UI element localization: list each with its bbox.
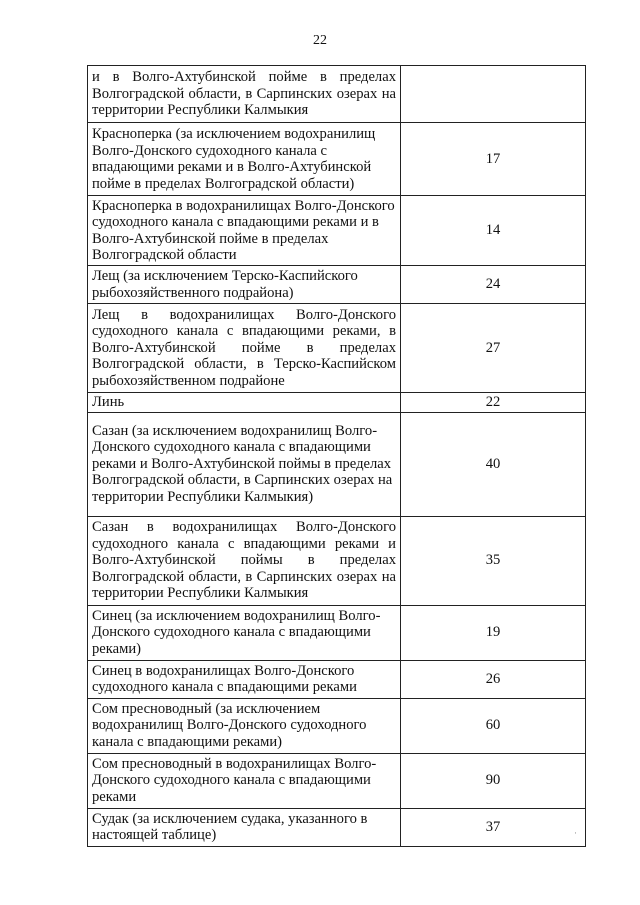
value-cell: 40 (401, 412, 586, 516)
value-cell (401, 66, 586, 123)
value-cell: 90 (401, 753, 586, 808)
table-row (88, 808, 586, 846)
value-cell: 35 (401, 516, 586, 605)
table-row (88, 304, 586, 393)
table-row (88, 66, 586, 123)
table-row (88, 753, 586, 808)
value-cell: 24 (401, 266, 586, 304)
table-row (88, 412, 586, 516)
page-number: 22 (313, 33, 327, 48)
species-name-cell: Красноперка в водохранилищах Волго-Донского судоходного канала с впадающими реками и в Волго-Ахтубинской пойме в пределах Волгоградской области (88, 196, 401, 266)
species-limits-table (87, 65, 586, 847)
table-row (88, 123, 586, 196)
table-row (88, 196, 586, 266)
species-name-cell: и в Волго-Ахтубинской пойме в пределах Волгоградской области, в Сарпинских озерах на территории Республики Калмыкия (88, 66, 401, 123)
table-row (88, 266, 586, 304)
species-name-cell: Сазан в водохранилищах Волго-Донского судоходного канала с впадающими реками и Волго-Ахтубинской поймы в пределах Волгоградской области, в Сарпинских озерах на территории Республики Калмыкия (88, 516, 401, 605)
species-name-cell: Линь (88, 393, 401, 413)
value-cell: 22 (401, 393, 586, 413)
species-name-cell: Лещ (за исключением Терско-Каспийского рыбохозяйственного подрайона) (88, 266, 401, 304)
species-name-cell: Сом пресноводный в водохранилищах Волго-Донского судоходного канала с впадающими реками (88, 753, 401, 808)
value-cell: 26 (401, 660, 586, 698)
table-row (88, 516, 586, 605)
value-cell: 27 (401, 304, 586, 393)
species-name-cell: Лещ в водохранилищах Волго-Донского судоходного канала с впадающими реками, в Волго-Ахтубинской пойме в пределах Волгоградской области, в Терско-Каспийском рыбохозяйственном подрайоне (88, 304, 401, 393)
table-row (88, 393, 586, 413)
species-name-cell: Сом пресноводный (за исключением водохранилищ Волго-Донского судоходного канала с впадающими реками) (88, 698, 401, 753)
species-name-cell: Красноперка (за исключением водохранилищ Волго-Донского судоходного канала с впадающими реками и в Волго-Ахтубинской пойме в пределах Волгоградской области) (88, 123, 401, 196)
species-name-cell: Судак (за исключением судака, указанного в настоящей таблице) (88, 808, 401, 846)
value-cell: 37 (401, 808, 586, 846)
table-row (88, 660, 586, 698)
species-name-cell: Синец в водохранилищах Волго-Донского судоходного канала с впадающими реками (88, 660, 401, 698)
table-row (88, 605, 586, 660)
table-row (88, 698, 586, 753)
value-cell: 14 (401, 196, 586, 266)
species-name-cell: Синец (за исключением водохранилищ Волго-Донского судоходного канала с впадающими реками) (88, 605, 401, 660)
value-cell: 60 (401, 698, 586, 753)
value-cell: 19 (401, 605, 586, 660)
species-name-cell: Сазан (за исключением водохранилищ Волго-Донского судоходного канала с впадающими реками и Волго-Ахтубинской поймы в пределах Волгоградской области, в Сарпинских озерах на территории Республики Калмыкия) (88, 412, 401, 516)
scan-dot: · (574, 828, 577, 838)
value-cell: 17 (401, 123, 586, 196)
